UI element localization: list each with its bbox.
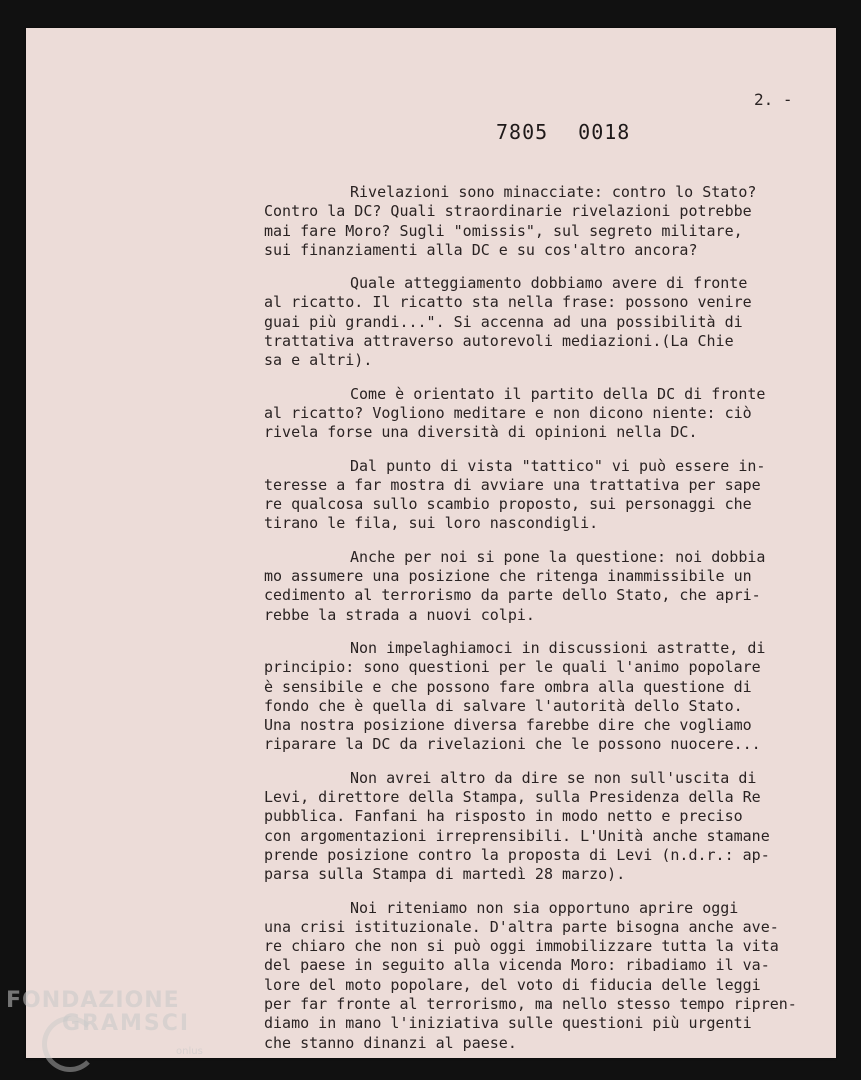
fondazione-gramsci-logo xyxy=(6,988,203,1057)
document-body xyxy=(264,183,844,1067)
page-number: 2. - xyxy=(754,90,793,109)
paragraph-5: Anche per noi si pone la questione: noi dobbia mo assumere una posizione che ritenga inammissibile un cedimento al terrorismo da parte dello Stato, che apri- rebbe la strada a nuovi colpi. xyxy=(264,547,766,624)
logo-line-3: onlus xyxy=(176,1046,203,1057)
paragraph-7: Non avrei altro da dire se non sull'uscita di Levi, direttore della Stampa, sulla Presidenza della Re pubblica. Fanfani ha risposto in modo netto e preciso con argomentazioni irreprensibili. L'Unità anche stamane prende posizione contro la proposta di Levi (n.d.r.: ap- parsa sulla Stampa di martedì 28 marzo). xyxy=(264,768,770,884)
paragraph-6: Non impelaghiamoci in discussioni astratte, di principio: sono questioni per le quali l'animo popolare è sensibile e che possono fare ombra alla questione di fondo che è quella di salvare l'autorità dello Stato. Una nostra posizione diversa farebbe dire che vogliamo riparare la DC da rivelazioni che le possono nuocere... xyxy=(264,638,766,754)
document-code-part-1: 7805 xyxy=(496,120,549,144)
logo-line-2: GRAMSCI xyxy=(62,1011,191,1036)
document-code-part-2: 0018 xyxy=(578,120,631,144)
document-code xyxy=(496,120,660,144)
paragraph-2: Quale atteggiamento dobbiamo avere di fronte al ricatto. Il ricatto sta nella frase: possono venire guai più grandi...". Si accenna ad una possibilità di trattativa attraverso autorevoli mediazioni.(La Chie sa e altri). xyxy=(264,274,752,370)
paragraph-4: Dal punto di vista "tattico" vi può essere in- teresse a far mostra di avviare una trattativa per sape re qualcosa sullo scambio proposto, sui personaggi che tirano le fila, sui loro nascondigli. xyxy=(264,456,766,533)
logo-g-icon xyxy=(42,1016,98,1072)
paragraph-3: Come è orientato il partito della DC di fronte al ricatto? Vogliono meditare e non dicono niente: ciò rivela forse una diversità di opinioni nella DC. xyxy=(264,384,766,442)
logo-line-1: FONDAZIONE xyxy=(6,988,180,1013)
paragraph-1: Rivelazioni sono minacciate: contro lo Stato? Contro la DC? Quali straordinarie rivelazioni potrebbe mai fare Moro? Sugli "omissis", sul segreto militare, sui finanziamenti alla DC e su cos'altro ancora? xyxy=(264,183,757,259)
document-page xyxy=(26,28,836,1058)
paragraph-8: Noi riteniamo non sia opportuno aprire oggi una crisi istituzionale. D'altra parte bisogna anche ave- re chiaro che non si può oggi immobilizzare tutta la vita del paese in seguito alla vicenda Moro: ribadiamo il va- lore del moto popolare, del voto di fiducia delle leggi per far fronte al terrorismo, ma nello stesso tempo ripren- diamo in mano l'iniziativa sulle questioni più urgenti che stanno dinanzi al paese. xyxy=(264,898,797,1052)
